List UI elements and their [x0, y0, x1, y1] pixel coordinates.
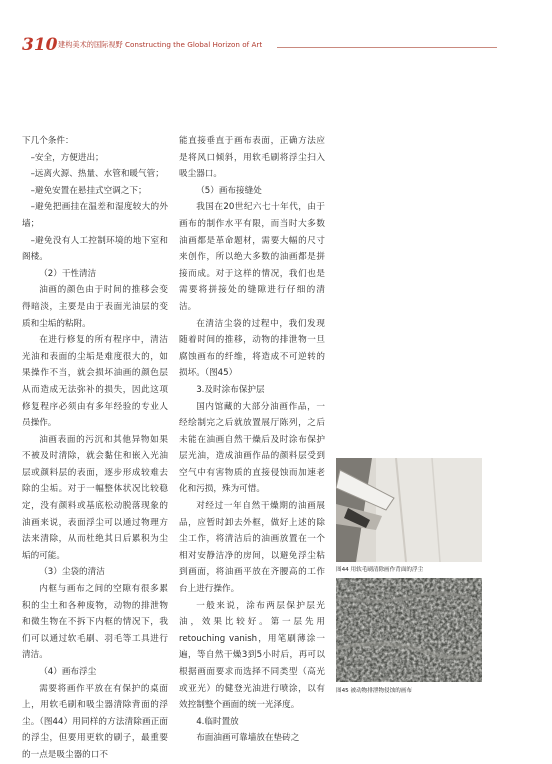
figure-45-caption: 图45 被动物排泄物侵蚀的画布	[336, 688, 413, 694]
paragraph: –避免把画挂在温差和湿度较大的外墙；	[22, 202, 168, 229]
header-rule	[277, 47, 497, 48]
paragraph: 在进行修复的所有程序中，清洁光油和表面的尘垢是难度很大的，如果操作不当，就会损坏油画的颜色层从而造成无法弥补的损失，因此这项修复程序必须由有多年经验的专业人员操作。	[22, 335, 168, 429]
paragraph: 需要将画作平放在有保护的桌面上，用软毛刷和吸尘器清除背面的浮尘。（图44）用同样的方法清除画正面的浮尘，但要用更软的刷子，最重要的一点是吸尘器的口不	[22, 683, 168, 760]
paragraph: –远离火源、热量、水管和暖气管；	[30, 169, 164, 180]
damaged-canvas-photo-icon	[336, 578, 482, 682]
right-text-column	[179, 133, 325, 747]
paragraph: 一般来说，涂布两层保护层光油，效果比较好。第一层先用retouching vanish，用笔刷薄涂一遍，等自然干燥3到5小时后，再可以根据画面要求而选择不同类型（高光或亚光）的健登光油进行喷涂，以有效控制整个画面的统一光泽度。	[179, 600, 325, 711]
paragraph: 内框与画布之间的空隙有很多累积的尘土和各种废物，动物的排泄物和微生物在不拆下内框的情况下，我们可以通过软毛刷、羽毛等工具进行清洁。	[22, 584, 168, 661]
paragraph: –安全，方便进出；	[30, 152, 104, 163]
paragraph: 3.及时涂布保护层	[196, 384, 265, 395]
paragraph: 油画表面的污沉和其他异物如果不被及时清除，就会黏住和嵌入光油层或颜料层的表面，逐步形成较难去除的尘垢。对于一幅整体状况比较稳定，没有颜料或基底松动脱落现象的油画来说，表面浮尘可以通过物理方法来清除，从而杜绝其日后累积为尘垢的可能。	[22, 434, 168, 561]
page-header	[22, 36, 534, 56]
page-number: 310	[22, 35, 58, 55]
paragraph: 4.临时置放	[196, 716, 239, 727]
paragraph: 在清洁尘袋的过程中，我们发现随着时间的推移，动物的排泄物一旦腐蚀画布的纤维，将造成不可逆转的损坏。（图45）	[179, 318, 325, 379]
paragraph: 对经过一年自然干燥期的油画展品，应暂时卸去外框，做好上述的除尘工作，将清洁后的油画放置在一个相对安静洁净的房间，以避免浮尘粘到画面，将油画平放在齐腰高的工作台上进行操作。	[179, 501, 325, 595]
painting-back-brush-photo-icon	[336, 458, 482, 562]
figure-45-photo	[336, 578, 482, 682]
figure-44-photo	[336, 458, 482, 562]
paragraph: （2）干性清洁	[39, 268, 97, 279]
running-title: 建构美术的国际视野 Constructing the Global Horizon of Art	[58, 40, 263, 49]
paragraph: （3）尘袋的清洁	[39, 567, 105, 578]
paragraph: –避免安置在悬挂式空调之下；	[30, 185, 147, 196]
paragraph: 布面油画可靠墙放在垫砖之	[196, 733, 300, 744]
figure-44-caption: 图44 用软毛刷清除画作背面的浮尘	[336, 567, 424, 573]
paragraph: 油画的颜色由于时间的推移会变得暗淡，主要是由于表面光油层的变质和尘垢的粘附。	[22, 285, 168, 329]
paragraph: 我国在20世纪六七十年代，由于画布的制作水平有限，而当时大多数油画都是革命题材，需要大幅的尺寸来创作，所以绝大多数的油画都是拼接而成。对于这样的情况，我们也是需要将拼接处的缝隙进行仔细的清洁。	[179, 202, 325, 312]
paragraph: 下几个条件：	[22, 136, 74, 146]
paragraph: （5）画布接缝处	[196, 185, 262, 196]
paragraph: 能直接垂直于画布表面，正确方法应是将风口倾斜，用软毛刷将浮尘扫入吸尘器口。	[179, 136, 325, 180]
paragraph: （4）画布浮尘	[39, 667, 97, 677]
paragraph: 国内馆藏的大部分油画作品，一经绘制完之后就放置展厅陈列，之后未能在油画自然干燥后及时涂布保护层光油，造成油画作品的颜料层受到空气中有害物质的直接侵蚀而加速老化和污损，殊为可惜。	[179, 401, 325, 495]
paragraph: –避免没有人工控制环境的地下室和阁楼。	[22, 235, 168, 263]
left-text-column	[22, 133, 168, 764]
